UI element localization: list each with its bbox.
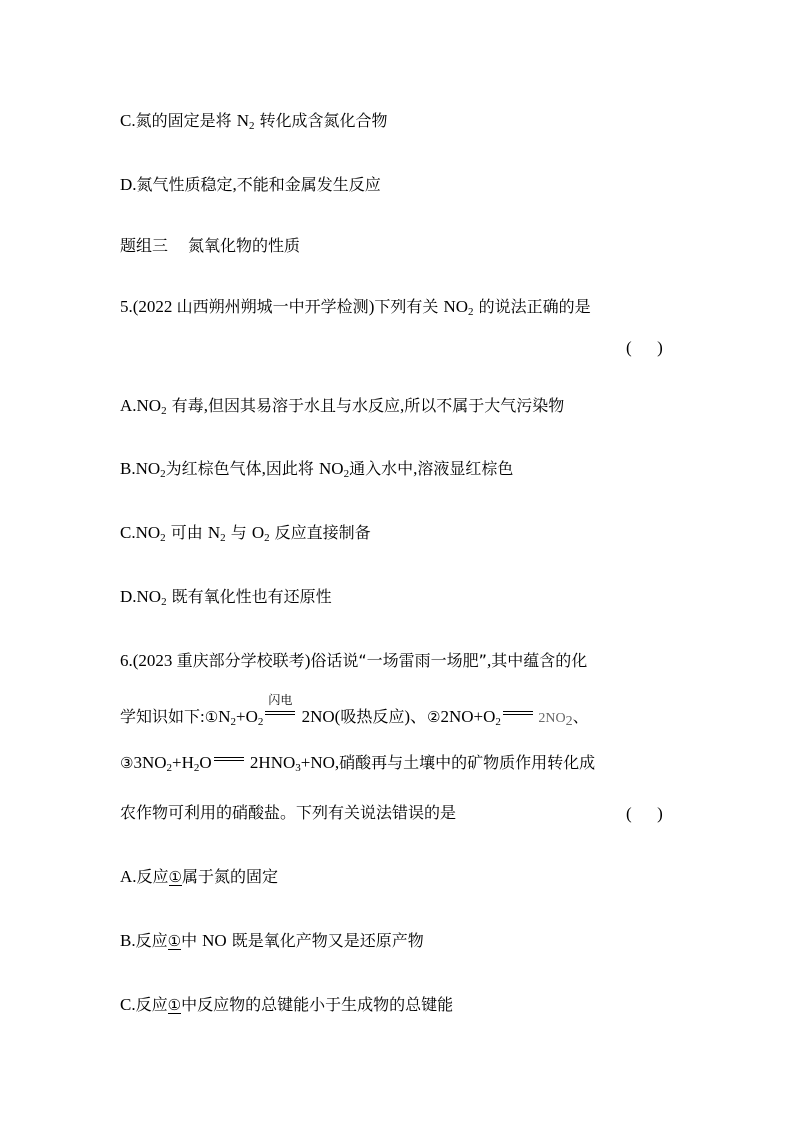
question-6-stem: 6.(2023 重庆部分学校联考)俗话说“一场雷雨一场肥”,其中蕴含的化: [120, 651, 588, 670]
question-6-option-c[interactable]: C.反应①中反应物的总键能小于生成物的总键能: [120, 995, 454, 1014]
question-6-question-line: 农作物可利用的硝酸盐。下列有关说法错误的是: [120, 803, 457, 822]
question-5-option-d[interactable]: $D.NO_2$ 既有氧化性也有还原性: [120, 587, 332, 608]
question-6-option-b[interactable]: B.反应①中 NO 既是氧化产物又是还原产物: [120, 931, 424, 950]
question-6-reactions-line: 学知识如下$:①N_2+O_2$ 闪电 2NO(吸热反应)、$②2NO+O_2$ $2NO_2$、: [120, 693, 589, 729]
question-5-option-c[interactable]: $C.NO_2$ 可由 $N_2$ 与 $O_2$ 反应直接制备: [120, 523, 371, 544]
question-5-option-a[interactable]: $A.NO_2$ 有毒,但因其易溶于水且与水反应,所以不属于大气污染物: [120, 396, 565, 417]
reaction-arrow: [214, 755, 244, 765]
question-6-option-a[interactable]: A.反应①属于氮的固定: [120, 867, 279, 886]
question-5-stem: 5.(2022 山西朔州朔城一中开学检测)下列有关 $NO_2$ 的说法正确的是: [120, 297, 591, 318]
question-6-answer-blank[interactable]: ( ): [626, 804, 663, 823]
option-d-nitrogen-stability: D.氮气性质稳定,不能和金属发生反应: [120, 175, 381, 194]
question-5-answer-blank[interactable]: ( ): [626, 338, 663, 357]
question-6-reaction-3-line: $③3NO_2+H_2O$ $2HNO_3+NO$,硝酸再与土壤中的矿物质作用转化成: [120, 753, 596, 774]
section-heading: 题组三 氮氧化物的性质: [120, 236, 301, 255]
reaction-arrow-lightning: 闪电: [265, 709, 295, 719]
option-c-nitrogen-fixation: C.氮的固定是将 $N_2$ 转化成含氮化合物: [120, 111, 388, 132]
question-5-option-b[interactable]: $B.NO_2$为红棕色气体,因此将 $NO_2$通入水中,溶液显红棕色: [120, 459, 514, 480]
reaction-arrow: [503, 709, 533, 719]
